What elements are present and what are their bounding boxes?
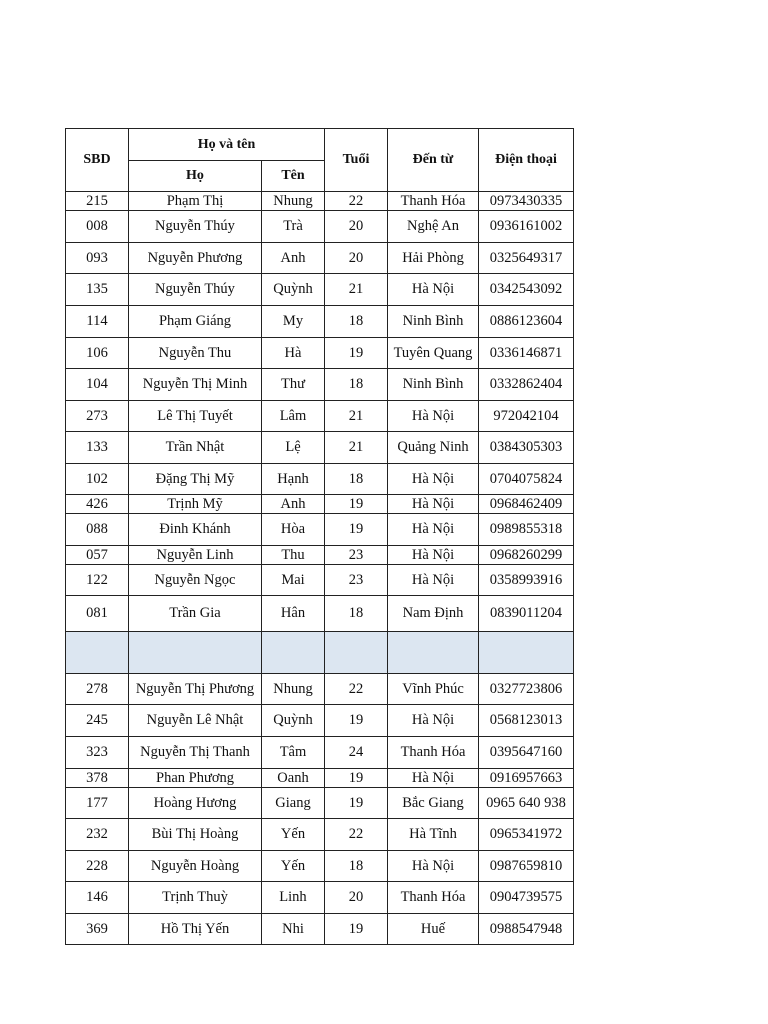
cell-ho: Hồ Thị Yến [129,914,262,945]
cell-tuoi: 20 [325,211,388,243]
cell-tuoi: 18 [325,851,388,882]
cell-dien-thoai: 0987659810 [479,851,574,882]
table-row [66,274,574,306]
cell-den-tu: Hà Nội [388,851,479,882]
cell-sbd: 369 [66,914,129,945]
cell-tuoi: 21 [325,274,388,306]
cell-dien-thoai: 0358993916 [479,565,574,596]
cell-ho: Phan Phương [129,769,262,788]
table-header [66,129,574,192]
cell-tuoi: 19 [325,914,388,945]
cell-den-tu: Hà Nội [388,546,479,565]
cell-tuoi: 19 [325,495,388,514]
cell-ho: Phạm Giáng [129,306,262,338]
cell-dien-thoai: 0395647160 [479,737,574,769]
cell-tuoi: 19 [325,338,388,369]
cell-ten: Nhung [262,674,325,705]
cell-den-tu: Hà Nội [388,565,479,596]
table-row [66,306,574,338]
table-row [66,514,574,546]
cell-tuoi [325,632,388,674]
cell-tuoi: 21 [325,432,388,464]
cell-tuoi: 18 [325,464,388,495]
cell-ten: Oanh [262,769,325,788]
blank-row [66,632,574,674]
cell-dien-thoai: 0568123013 [479,705,574,737]
cell-ho: Nguyễn Linh [129,546,262,565]
cell-den-tu: Tuyên Quang [388,338,479,369]
cell-ten: Hà [262,338,325,369]
cell-tuoi: 22 [325,819,388,851]
table-row [66,192,574,211]
cell-ten: Nhi [262,914,325,945]
table-row [66,851,574,882]
cell-sbd: 114 [66,306,129,338]
cell-dien-thoai: 0968462409 [479,495,574,514]
cell-ho: Nguyễn Thúy [129,274,262,306]
cell-dien-thoai: 0968260299 [479,546,574,565]
cell-ten [262,632,325,674]
cell-ten: Quỳnh [262,274,325,306]
table-row [66,565,574,596]
cell-den-tu: Thanh Hóa [388,192,479,211]
cell-ho: Nguyễn Hoàng [129,851,262,882]
header-sbd: SBD [66,129,129,192]
cell-tuoi: 19 [325,788,388,819]
cell-dien-thoai: 972042104 [479,401,574,432]
table-row [66,819,574,851]
cell-sbd: 008 [66,211,129,243]
cell-sbd [66,632,129,674]
cell-den-tu: Quảng Ninh [388,432,479,464]
cell-dien-thoai [479,632,574,674]
cell-sbd: 135 [66,274,129,306]
cell-sbd: 273 [66,401,129,432]
cell-sbd: 278 [66,674,129,705]
cell-ten: Yến [262,851,325,882]
header-ten: Tên [262,161,325,192]
cell-tuoi: 20 [325,882,388,914]
table-row [66,788,574,819]
cell-ho: Bùi Thị Hoàng [129,819,262,851]
cell-dien-thoai: 0904739575 [479,882,574,914]
cell-ho: Nguyễn Thị Minh [129,369,262,401]
cell-tuoi: 19 [325,705,388,737]
cell-ho: Trần Nhật [129,432,262,464]
cell-ho: Nguyễn Lê Nhật [129,705,262,737]
cell-sbd: 215 [66,192,129,211]
cell-den-tu: Hải Phòng [388,243,479,274]
cell-dien-thoai: 0965 640 938 [479,788,574,819]
cell-ten: Trà [262,211,325,243]
cell-ho: Trịnh Mỹ [129,495,262,514]
cell-ho: Nguyễn Phương [129,243,262,274]
cell-tuoi: 22 [325,192,388,211]
cell-sbd: 081 [66,596,129,632]
table-row [66,737,574,769]
cell-ten: Hạnh [262,464,325,495]
cell-dien-thoai: 0839011204 [479,596,574,632]
header-ho: Họ [129,161,262,192]
table-row [66,338,574,369]
cell-ten: Hòa [262,514,325,546]
cell-den-tu: Hà Nội [388,401,479,432]
header-den-tu: Đến từ [388,129,479,192]
cell-dien-thoai: 0342543092 [479,274,574,306]
cell-den-tu: Nam Định [388,596,479,632]
cell-ten: Nhung [262,192,325,211]
cell-sbd: 426 [66,495,129,514]
cell-dien-thoai: 0989855318 [479,514,574,546]
cell-ho: Hoàng Hương [129,788,262,819]
cell-dien-thoai: 0936161002 [479,211,574,243]
cell-sbd: 104 [66,369,129,401]
cell-dien-thoai: 0965341972 [479,819,574,851]
cell-ho: Nguyễn Thị Phương [129,674,262,705]
cell-dien-thoai: 0332862404 [479,369,574,401]
cell-dien-thoai: 0384305303 [479,432,574,464]
cell-sbd: 378 [66,769,129,788]
cell-den-tu: Nghệ An [388,211,479,243]
table-row [66,243,574,274]
cell-tuoi: 19 [325,514,388,546]
cell-sbd: 088 [66,514,129,546]
cell-sbd: 093 [66,243,129,274]
table-row [66,495,574,514]
cell-ten: Mai [262,565,325,596]
cell-tuoi: 21 [325,401,388,432]
cell-den-tu: Hà Nội [388,274,479,306]
cell-den-tu [388,632,479,674]
cell-den-tu: Thanh Hóa [388,882,479,914]
table-row [66,211,574,243]
cell-dien-thoai: 0704075824 [479,464,574,495]
cell-den-tu: Ninh Bình [388,369,479,401]
header-dien-thoai: Điện thoại [479,129,574,192]
cell-ten: Yến [262,819,325,851]
cell-den-tu: Vĩnh Phúc [388,674,479,705]
cell-tuoi: 18 [325,306,388,338]
cell-den-tu: Ninh Bình [388,306,479,338]
cell-ten: Anh [262,243,325,274]
cell-sbd: 177 [66,788,129,819]
cell-sbd: 102 [66,464,129,495]
cell-sbd: 106 [66,338,129,369]
cell-dien-thoai: 0916957663 [479,769,574,788]
cell-dien-thoai: 0327723806 [479,674,574,705]
cell-dien-thoai: 0973430335 [479,192,574,211]
cell-ho: Trần Gia [129,596,262,632]
cell-ten: Anh [262,495,325,514]
cell-ten: Thu [262,546,325,565]
cell-sbd: 146 [66,882,129,914]
cell-den-tu: Hà Tĩnh [388,819,479,851]
cell-ten: Thư [262,369,325,401]
table-row [66,674,574,705]
cell-ho: Trịnh Thuỳ [129,882,262,914]
table-row [66,464,574,495]
cell-den-tu: Hà Nội [388,705,479,737]
table-row [66,705,574,737]
cell-tuoi: 24 [325,737,388,769]
table-row [66,882,574,914]
cell-sbd: 133 [66,432,129,464]
cell-sbd: 228 [66,851,129,882]
cell-ten: Quỳnh [262,705,325,737]
cell-den-tu: Hà Nội [388,514,479,546]
cell-den-tu: Thanh Hóa [388,737,479,769]
cell-tuoi: 18 [325,596,388,632]
cell-sbd: 232 [66,819,129,851]
cell-den-tu: Hà Nội [388,769,479,788]
cell-dien-thoai: 0325649317 [479,243,574,274]
cell-ten: Giang [262,788,325,819]
cell-dien-thoai: 0988547948 [479,914,574,945]
cell-ho: Nguyễn Ngọc [129,565,262,596]
table-row [66,546,574,565]
table-row [66,369,574,401]
cell-den-tu: Hà Nội [388,464,479,495]
table-row [66,769,574,788]
cell-ten: My [262,306,325,338]
cell-sbd: 057 [66,546,129,565]
cell-tuoi: 19 [325,769,388,788]
cell-tuoi: 22 [325,674,388,705]
cell-tuoi: 23 [325,565,388,596]
table-row [66,596,574,632]
cell-sbd: 122 [66,565,129,596]
table-row [66,914,574,945]
cell-ho: Phạm Thị [129,192,262,211]
cell-den-tu: Bắc Giang [388,788,479,819]
cell-ho: Đinh Khánh [129,514,262,546]
header-tuoi: Tuổi [325,129,388,192]
cell-tuoi: 23 [325,546,388,565]
cell-ho: Nguyễn Thúy [129,211,262,243]
cell-ten: Lâm [262,401,325,432]
cell-ho: Đặng Thị Mỹ [129,464,262,495]
cell-den-tu: Hà Nội [388,495,479,514]
cell-ten: Tâm [262,737,325,769]
cell-den-tu: Huế [388,914,479,945]
cell-dien-thoai: 0886123604 [479,306,574,338]
cell-ho: Nguyễn Thị Thanh [129,737,262,769]
cell-ten: Linh [262,882,325,914]
table-row [66,432,574,464]
cell-dien-thoai: 0336146871 [479,338,574,369]
cell-sbd: 245 [66,705,129,737]
header-ho-va-ten: Họ và tên [129,129,325,161]
cell-tuoi: 18 [325,369,388,401]
cell-ho: Lê Thị Tuyết [129,401,262,432]
cell-sbd: 323 [66,737,129,769]
cell-ten: Hân [262,596,325,632]
cell-tuoi: 20 [325,243,388,274]
cell-ten: Lệ [262,432,325,464]
table-row [66,401,574,432]
table-body [66,192,574,945]
roster-table [65,128,574,945]
cell-ho: Nguyễn Thu [129,338,262,369]
cell-ho [129,632,262,674]
